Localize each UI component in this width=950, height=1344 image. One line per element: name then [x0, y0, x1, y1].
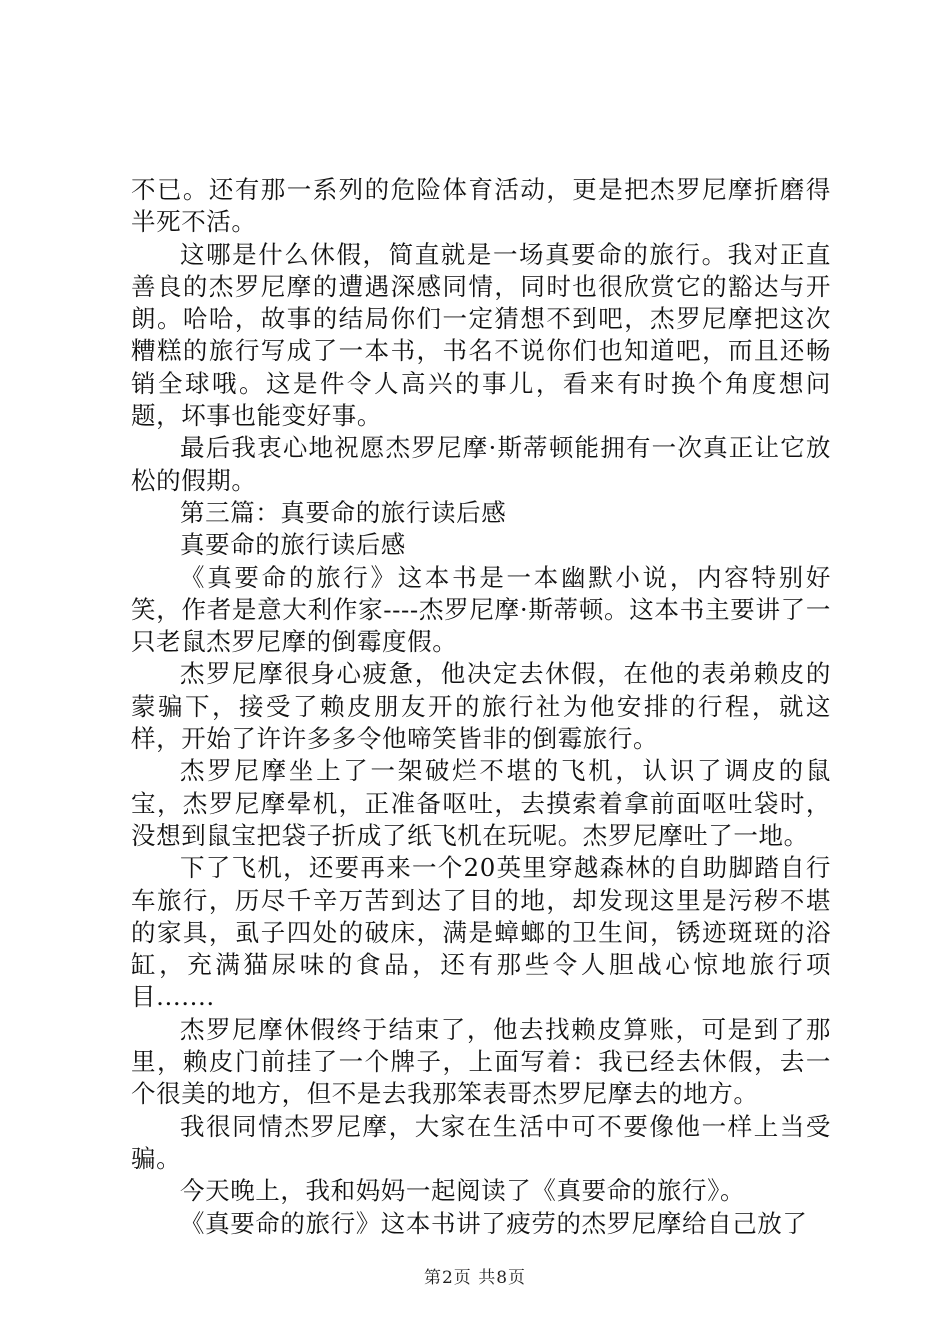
paragraph: 《真要命的旅行》这本书是一本幽默小说，内容特别好笑，作者是意大利作家----杰罗尼摩·斯蒂顿。这本书主要讲了一只老鼠杰罗尼摩的倒霉度假。 [131, 562, 831, 657]
paragraph: 最后我衷心地祝愿杰罗尼摩·斯蒂顿能拥有一次真正让它放松的假期。 [131, 433, 831, 495]
paragraph: 我很同情杰罗尼摩，大家在生活中可不要像他一样上当受骗。 [131, 1111, 831, 1173]
article-title: 真要命的旅行读后感 [180, 530, 406, 560]
body-text [131, 174, 831, 1240]
section-heading: 第三篇：真要命的旅行读后感 [180, 497, 507, 527]
paragraph: 杰罗尼摩很身心疲惫，他决定去休假，在他的表弟赖皮的蒙骗下，接受了赖皮朋友开的旅行社为他安排的行程，就这样，开始了许许多多令他啼笑皆非的倒霉旅行。 [131, 659, 831, 754]
paragraph: 下了飞机，还要再来一个20英里穿越森林的自助脚踏自行车旅行，历尽千辛万苦到达了目的地，却发现这里是污秽不堪的家具，虱子四处的破床，满是蟑螂的卫生间，锈迹斑斑的浴缸，充满猫尿味的食品，还有那些令人胆战心惊地旅行项目....... [131, 853, 831, 1012]
paragraph: 杰罗尼摩休假终于结束了，他去找赖皮算账，可是到了那里，赖皮门前挂了一个牌子，上面写着：我已经去休假，去一个很美的地方，但不是去我那笨表哥杰罗尼摩去的地方。 [131, 1014, 831, 1109]
page-footer: 第2页 共8页 [423, 1268, 527, 1288]
paragraph: 《真要命的旅行》这本书讲了疲劳的杰罗尼摩给自己放了 [180, 1208, 808, 1238]
paragraph: 今天晚上，我和妈妈一起阅读了《真要命的旅行》。 [180, 1176, 746, 1206]
paragraph: 杰罗尼摩坐上了一架破烂不堪的飞机，认识了调皮的鼠宝，杰罗尼摩晕机，正准备呕吐，去摸索着拿前面呕吐袋时，没想到鼠宝把袋子折成了纸飞机在玩呢。杰罗尼摩吐了一地。 [131, 756, 831, 850]
paragraph: 不已。还有那一系列的危险体育活动，更是把杰罗尼摩折磨得半死不活。 [131, 175, 831, 237]
paragraph: 这哪是什么休假，简直就是一场真要命的旅行。我对正直善良的杰罗尼摩的遭遇深感同情，同时也很欣赏它的豁达与开朗。哈哈，故事的结局你们一定猜想不到吧，杰罗尼摩把这次糟糕的旅行写成了一本书，书名不说你们也知道吧，而且还畅销全球哦。这是件令人高兴的事儿，看来有时换个角度想问题，坏事也能变好事。 [131, 239, 831, 431]
